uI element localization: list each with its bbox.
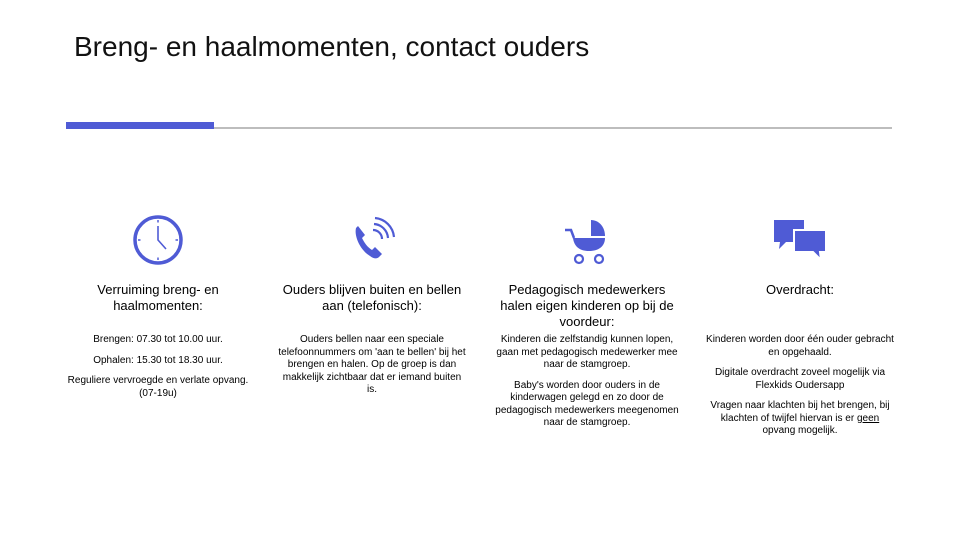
column-text: Reguliere vervroegde en verlate opvang. (07-19u) (67, 375, 249, 399)
column-heading: Ouders blijven buiten en bellen aan (telefonisch): (282, 282, 462, 313)
stroller-icon (561, 214, 613, 266)
column-text: Ouders bellen naar een speciale telefoonnummers om 'aan te bellen' bij het brengen en halen. Op de groep is dan makkelijk zichtbaar dat er iemand buiten is. (278, 334, 466, 395)
phone-ringing-icon (346, 214, 398, 266)
column-text: Kinderen worden door één ouder gebracht en opgehaald. (706, 334, 894, 358)
column-overdracht (705, 212, 895, 446)
underlined-word: geen (856, 412, 880, 424)
text-segment: Vragen naar klachten bij het brengen, bij klachten of twijfel hiervan is er (710, 400, 890, 424)
page-title: Breng- en haalmomenten, contact ouders (74, 31, 590, 62)
chat-bubbles-icon (772, 214, 828, 266)
column-text: Baby's worden door ouders in de kinderwagen gelegd en zo door de pedagogisch medewerkers meegenomen naar de stamgroep. (495, 379, 679, 428)
column-aanbellen (277, 212, 467, 405)
column-heading: Pedagogisch medewerkers halen eigen kinderen op bij de voordeur: (500, 282, 674, 329)
text-segment: opvang mogelijk. (762, 425, 838, 436)
column-heading: Verruiming breng- en haalmomenten: (97, 282, 219, 313)
column-heading: Overdracht: (766, 282, 834, 297)
column-text: Kinderen die zelfstandig kunnen lopen, gaan met pedagogisch medewerker mee naar de stamgroep. (496, 334, 678, 370)
column-text: Ophalen: 15.30 tot 18.30 uur. (93, 354, 223, 366)
column-text: Digitale overdracht zoveel mogelijk via Flexkids Oudersapp (714, 367, 886, 391)
column-breng-haal (63, 212, 253, 408)
column-text-klachten (705, 400, 895, 438)
clock-icon (132, 214, 184, 266)
column-text: Brengen: 07.30 tot 10.00 uur. (93, 334, 223, 345)
column-voordeur (492, 212, 682, 438)
accent-bar (66, 122, 214, 129)
